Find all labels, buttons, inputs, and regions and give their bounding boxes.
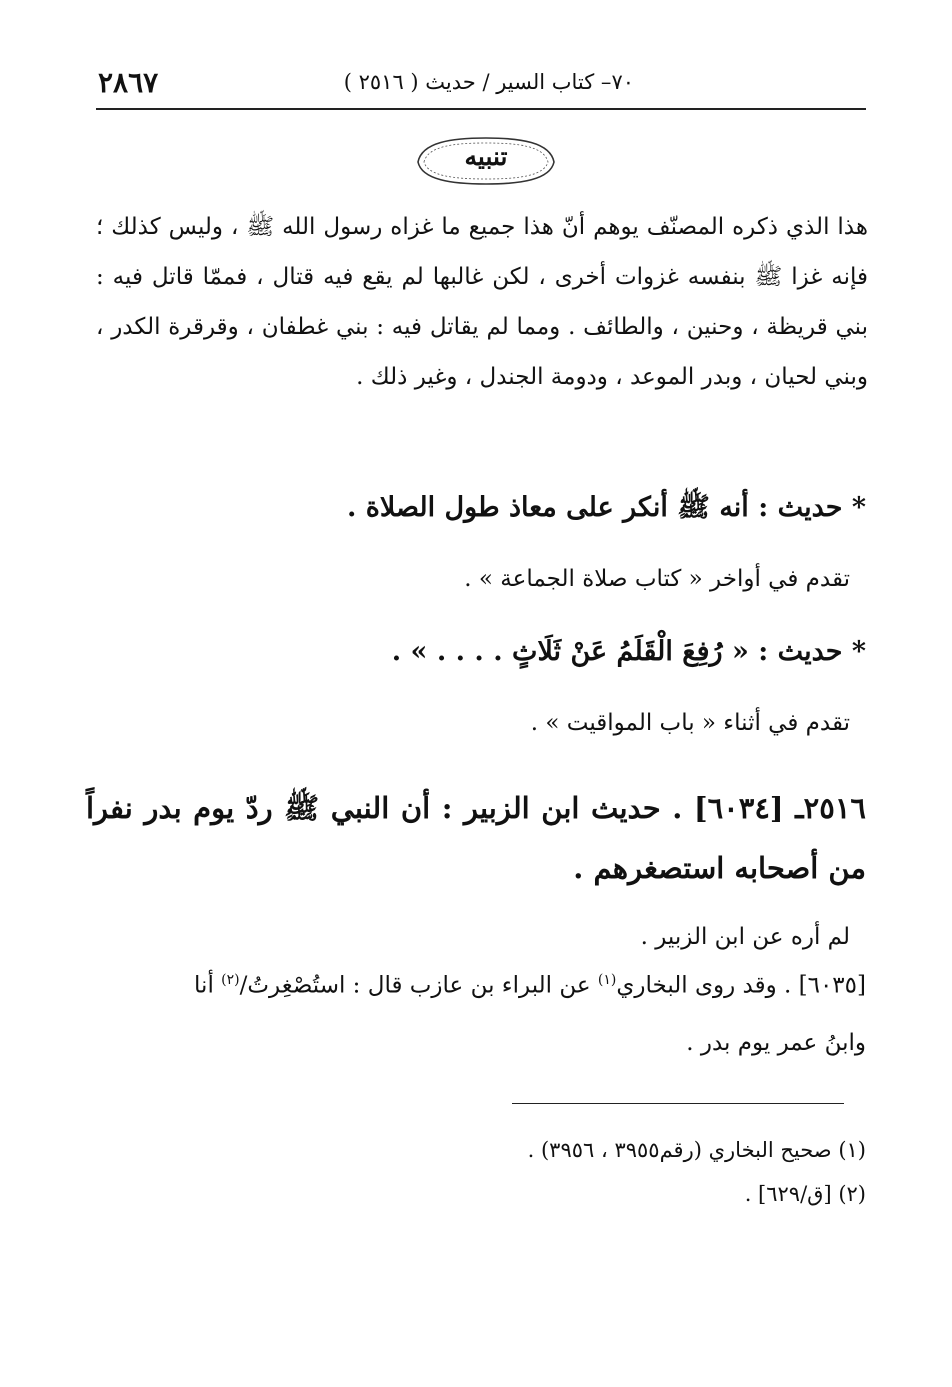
footnote-marker-1: (١): [597, 972, 617, 988]
notice-paragraph: هذا الذي ذكره المصنّف يوهم أنّ هذا جميع ما غزاه رسول الله ﷺ ، وليس كذلك ؛ فإنه غزا ﷺ بنفسه غزوات أخرى ، لكن غالبها لم يقع فيه قتال ، فممّا قاتل فيه : بني قريظة ، وحنين ، والطائف . ومما لم يقاتل فيه : بني غطفان ، وقرقرة الكدر ، وبني لحيان ، وبدر الموعد ، ودومة الجندل ، وغير ذلك .: [96, 214, 868, 390]
notice-title: تنبيه: [464, 142, 508, 171]
body-line-2-end: أنا: [194, 972, 222, 999]
body-line-2-start: [٦٠٣٥] . وقد روى البخاري: [616, 972, 866, 999]
running-header: [96, 62, 866, 110]
footnote-divider: [512, 1103, 844, 1104]
body-line-1: لم أره عن ابن الزبير .: [640, 924, 850, 950]
body-line-2-middle: عن البراء بن عازب قال : استُصْغِرتُ/: [239, 972, 598, 999]
body-line-3: وابنُ عمر يوم بدر .: [686, 1030, 866, 1056]
footnote-1: (١) صحيح البخاري (رقم٣٩٥٥ ، ٣٩٥٦) .: [527, 1138, 866, 1162]
body-line-2: [94, 972, 866, 999]
notice-ornament: [412, 132, 560, 188]
running-title: ٧٠– كتاب السير / حديث ( ٢٥١٦ ): [343, 70, 634, 94]
hadith-heading-muadh: * حديث : أنه ﷺ أنكر على معاذ طول الصلاة .: [346, 492, 866, 523]
footnote-2: (٢) [ق/٦٢٩] .: [744, 1182, 866, 1206]
main-hadith-heading: ٢٥١٦ـ [٦٠٣٤] . حديث ابن الزبير : أن النبي ﷺ ردّ يوم بدر نفراً من أصحابه استصغرهم .: [86, 791, 866, 885]
page-number: ٢٨٦٧: [98, 66, 159, 99]
hadith-heading-qalam: * حديث : « رُفِعَ الْقَلَمُ عَنْ ثَلَاثٍ . . . . » .: [391, 636, 866, 667]
footnote-marker-2: (٢): [221, 972, 240, 988]
hadith-note-qalam: تقدم في أثناء « باب المواقيت » .: [530, 710, 850, 736]
hadith-note-muadh: تقدم في أواخر « كتاب صلاة الجماعة » .: [464, 566, 850, 592]
